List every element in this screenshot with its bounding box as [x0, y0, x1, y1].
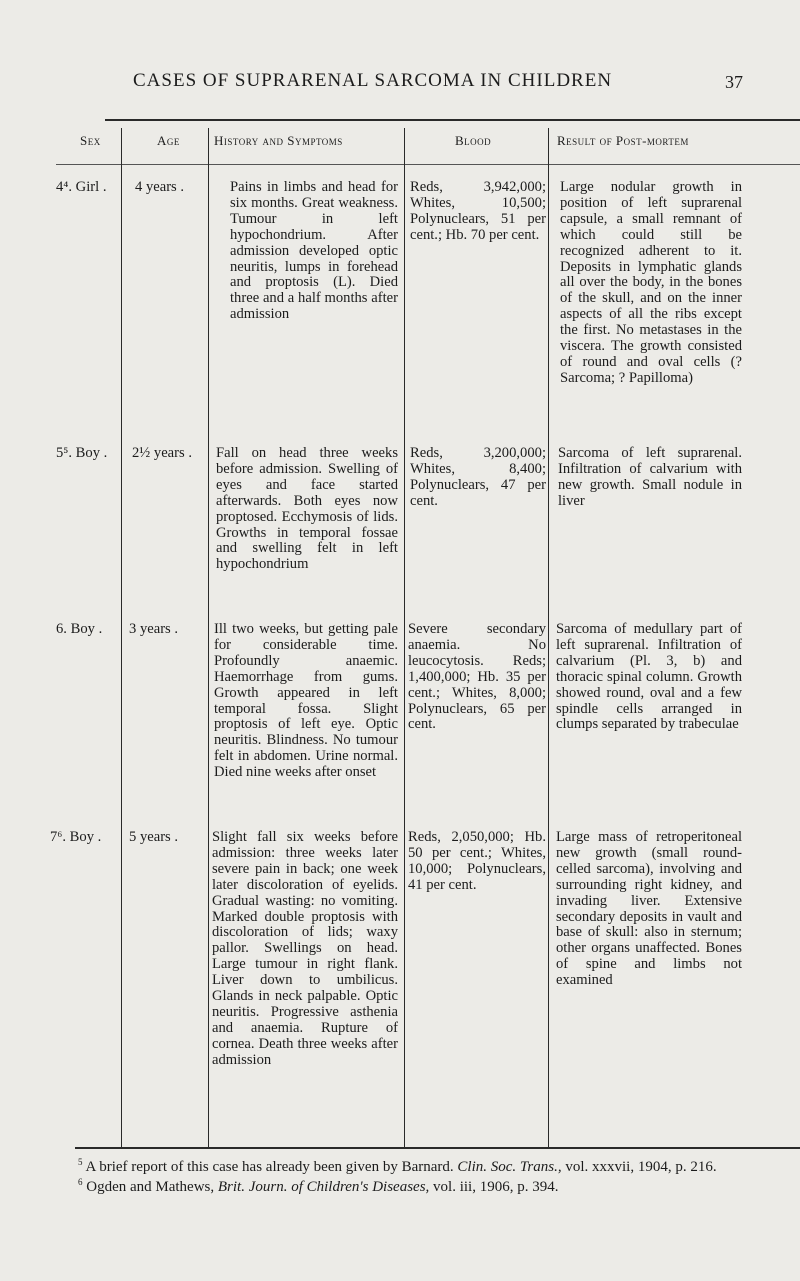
row-3-sex: 6. Boy .	[56, 621, 103, 637]
row-3-history: Ill two weeks, but getting pale for considerable time. Profoundly anaemic. Haemorrhage from gums. Growth appeared in left temporal fossa. Slight proptosis of left eye. Optic neuritis. Blindness. No tumour felt in abdomen. Urine normal. Died nine weeks after onset	[214, 621, 398, 781]
footnote-journal: Brit. Journ. of Children's Diseases,	[217, 1179, 430, 1195]
table-bottom-rule	[75, 1147, 800, 1149]
column-header-history: History and Symptoms	[214, 133, 343, 148]
footnote-text: A brief report of this case has already been given by Barnard.	[85, 1159, 454, 1175]
page-title: CASES OF SUPRARENAL SARCOMA IN CHILDREN	[133, 70, 613, 91]
row-2-blood: Reds, 3,200,000; Whites, 8,400; Polynuclears, 47 per cent.	[410, 445, 546, 509]
column-header-age: Age	[157, 133, 180, 148]
footnote-authors: Ogden and Mathews,	[86, 1179, 215, 1195]
row-1-blood: Reds, 3,942,000; Whites, 10,500; Polynuclears, 51 per cent.; Hb. 70 per cent.	[410, 179, 546, 243]
row-3-blood: Severe secondary anaemia. No leucocytosis. Reds; 1,400,000; Hb. 35 per cent.; Whites, 8,000; Polynuclears, 65 per cent.	[408, 621, 546, 733]
row-2-sex: 5⁵. Boy .	[56, 445, 108, 461]
running-head	[0, 70, 800, 100]
row-1-result: Large nodular growth in position of left suprarenal capsule, a small remnant of which could still be recognized adherent to it. Deposits in lymphatic glands all over the body, in the bones of the skull, and on the inner aspects of all the ribs except the first. No metastases in the viscera. The growth consisted of round and oval cells (? Sarcoma; ? Papilloma)	[560, 179, 742, 386]
row-1-sex: 4⁴. Girl .	[56, 179, 107, 195]
footnote-6	[56, 1177, 756, 1197]
row-4-result: Large mass of retroperitoneal new growth (small round-celled sarcoma), involving and surrounding right kidney, and invading liver. Extensive secondary deposits in vault and base of skull: also in sternum; other organs unaffected. Bones of spine and limbs not examined	[556, 829, 742, 989]
footnotes	[56, 1157, 756, 1197]
row-3-result: Sarcoma of medullary part of left suprarenal. Infiltration of calvarium (Pl. 3, b) and thoracic spinal column. Growth showed round, oval and a few spindle cells arranged in clumps separated by trabeculae	[556, 621, 742, 733]
column-divider	[121, 128, 122, 1148]
row-2-age: 2½ years .	[132, 445, 192, 461]
column-divider	[548, 128, 549, 1148]
footnote-citation: vol. iii, 1906, p. 394.	[433, 1179, 559, 1195]
row-3-age: 3 years .	[129, 621, 179, 637]
column-header-sex: Sex	[80, 133, 101, 148]
row-4-sex: 7⁶. Boy .	[50, 829, 102, 845]
row-2-history: Fall on head three weeks before admission. Swelling of eyes and face started afterwards. Both eyes now proptosed. Ecchymosis of lids. Growths in temporal fossae and swelling felt in left hypochondrium	[216, 445, 398, 573]
row-1-history: Pains in limbs and head for six months. Great weakness. Tumour in left hypochondrium. After admission developed optic neuritis, lumps in forehead and proptosis (L). Died three and a half months after admission	[230, 179, 398, 323]
footnote-journal: Clin. Soc. Trans.,	[457, 1159, 562, 1175]
row-4-blood: Reds, 2,050,000; Hb. 50 per cent.; Whites, 10,000; Polynuclears, 41 per cent.	[408, 829, 546, 893]
footnote-marker: 5	[78, 1157, 83, 1167]
column-divider	[208, 128, 209, 1148]
footnote-citation: vol. xxxvii, 1904, p. 216.	[565, 1159, 717, 1175]
footnote-marker: 6	[78, 1177, 83, 1187]
row-4-history: Slight fall six weeks before admission: three weeks later severe pain in back; one week later discoloration of eyelids. Gradual wasting: no vomiting. Marked double proptosis with discoloration of lids; waxy pallor. Swellings on head. Large tumour in right flank. Liver down to umbilicus. Glands in neck palpable. Optic neuritis. Progressive asthenia and anaemia. Rupture of cornea. Death three weeks after admission	[212, 829, 398, 1068]
column-header-result: Result of Post-mortem	[557, 133, 689, 148]
row-2-result: Sarcoma of left suprarenal. Infiltration of calvarium with new growth. Small nodule in liver	[558, 445, 742, 509]
table-top-rule	[105, 119, 800, 121]
footnote-5	[56, 1157, 756, 1177]
column-header-blood: Blood	[455, 133, 492, 148]
row-1-age: 4 years .	[135, 179, 185, 195]
row-4-age: 5 years .	[129, 829, 179, 845]
table-header-rule	[56, 164, 800, 165]
page-number: 37	[725, 72, 743, 92]
column-divider	[404, 128, 405, 1148]
